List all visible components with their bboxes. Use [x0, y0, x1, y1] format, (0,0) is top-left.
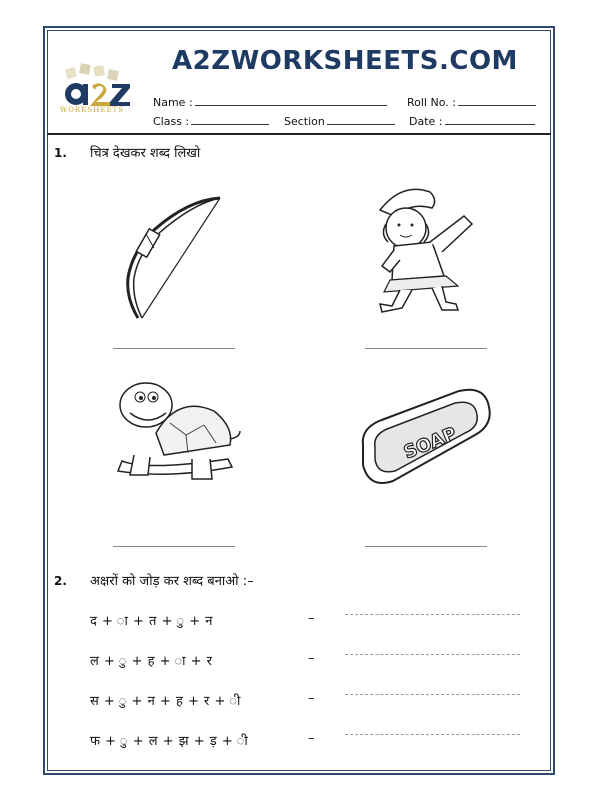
q2-row-3-answer-line[interactable]: [345, 694, 520, 695]
q1-answer-line-1[interactable]: [113, 348, 235, 349]
q2-row-3-expression: स + ु + न + ह + र + ी: [90, 694, 241, 709]
name-label: Name :: [153, 96, 193, 109]
class-label: Class :: [153, 115, 190, 128]
q2-instruction: अक्षरों को जोड़ कर शब्द बनाओ :–: [90, 574, 254, 589]
q1-answer-line-4[interactable]: [365, 546, 487, 547]
date-field: [409, 114, 535, 128]
q2-row-2-answer-line[interactable]: [345, 654, 520, 655]
q2-row-1-dash: –: [308, 611, 315, 626]
section-field: [284, 114, 395, 128]
q2-row-4-expression: फ + ु + ल + झ + ड़ + ी: [90, 734, 249, 749]
q2-row-3-dash: –: [308, 691, 315, 706]
q1-instruction: चित्र देखकर शब्द लिखो: [90, 146, 201, 161]
q2-row-2-dash: –: [308, 651, 315, 666]
doll-icon: [372, 180, 482, 325]
q2-row-2-expression: ल + ु + ह + ा + र: [90, 654, 213, 669]
bow-and-arrow-icon: [118, 190, 228, 325]
q2-row-4-dash: –: [308, 731, 315, 746]
class-input-line[interactable]: [191, 114, 269, 125]
q1-number: 1.: [54, 146, 67, 160]
name-input-line[interactable]: [195, 95, 387, 106]
soap-label: SOAP: [400, 423, 460, 464]
roll-input-line[interactable]: [458, 95, 536, 106]
class-field: [153, 114, 269, 128]
q2-row-1-expression: द + ा + त + ु + न: [90, 614, 213, 629]
section-label: Section: [284, 115, 325, 128]
name-field: [153, 95, 387, 109]
header-divider: [47, 133, 551, 135]
site-title: A2ZWORKSHEETS.COM: [172, 46, 518, 76]
q2-row-1-answer-line[interactable]: [345, 614, 520, 615]
q2-row-4-answer-line[interactable]: [345, 734, 520, 735]
q1-answer-line-2[interactable]: [365, 348, 487, 349]
roll-field: [407, 95, 536, 109]
tortoise-icon: [108, 375, 243, 485]
q2-number: 2.: [54, 574, 67, 588]
date-label: Date :: [409, 115, 443, 128]
q1-answer-line-3[interactable]: [113, 546, 235, 547]
logo-subtext: WORKSHEETS: [60, 106, 125, 114]
soap-icon: [355, 385, 495, 495]
section-input-line[interactable]: [327, 114, 395, 125]
roll-label: Roll No. :: [407, 96, 456, 109]
date-input-line[interactable]: [445, 114, 535, 125]
